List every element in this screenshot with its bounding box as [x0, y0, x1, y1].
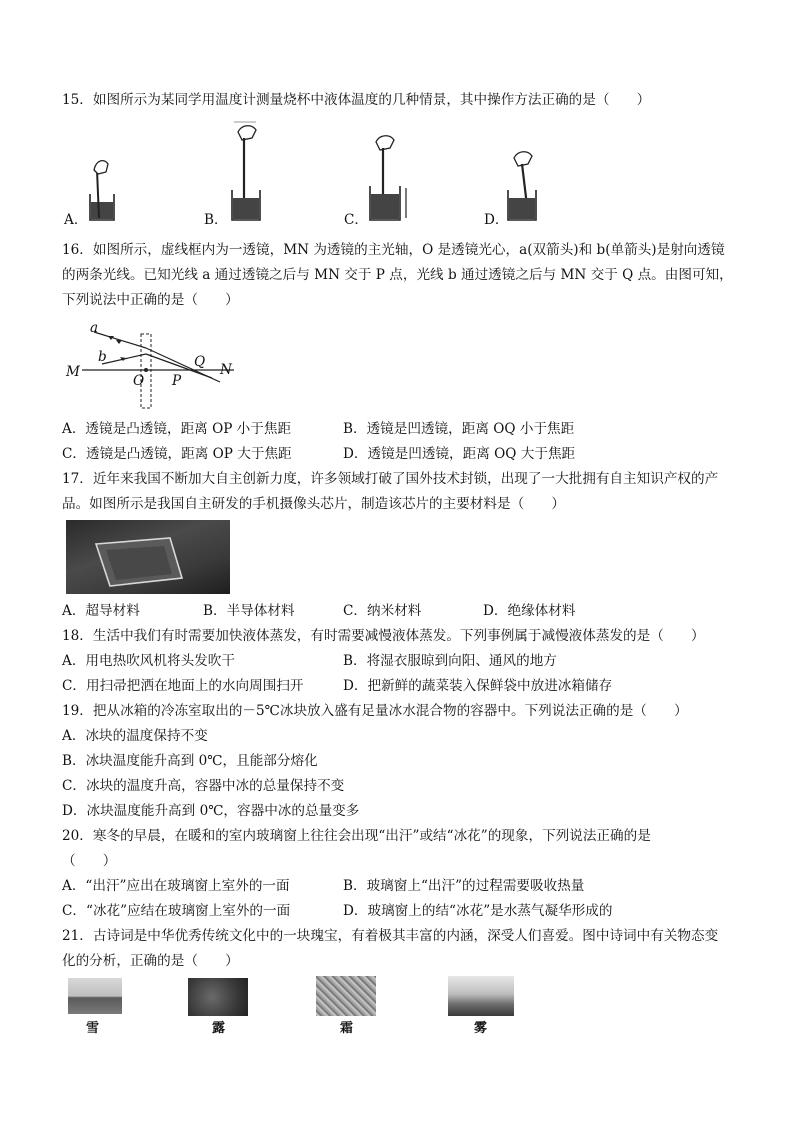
q17-option-c: C．纳米材料: [343, 603, 422, 619]
q16-option-a: A．透镜是凸透镜，距离 OP 小于焦距: [62, 421, 292, 437]
q18-stem: 18．生活中我们有时需要加快液体蒸发，有时需要减慢液体蒸发。下列事例属于减慢液体蒸发的是（ ）: [62, 628, 705, 644]
q17-option-b: B．半导体材料: [203, 603, 295, 619]
q15-figure-d: [504, 148, 540, 224]
frost-photo: [316, 976, 376, 1016]
q15-figure-c: [366, 130, 412, 222]
q15-figure-b: [226, 120, 266, 222]
q17-option-d: D．绝缘体材料: [483, 603, 576, 619]
q18-option-b: B．将湿衣服晾到向阳、通风的地方: [343, 653, 557, 669]
q17-stem-line2: 品。如图所示是我国自主研发的手机摄像头芯片，制造该芯片的主要材料是（ ）: [62, 496, 565, 512]
q20-stem-line2: （ ）: [62, 853, 117, 869]
label-n: N: [220, 362, 232, 378]
q15-option-d: D．: [484, 212, 509, 228]
q18-option-a: A．用电热吹风机将头发吹干: [62, 653, 235, 669]
dew-photo: [188, 978, 248, 1016]
q15-figure-a: [84, 150, 118, 222]
label-p: P: [172, 373, 182, 389]
q16-option-b: B．透镜是凹透镜，距离 OQ 小于焦距: [343, 421, 575, 437]
q18-option-c: C．用扫帚把洒在地面上的水向周围扫开: [62, 678, 304, 694]
q17-stem-line1: 17．近年来我国不断加大自主创新力度，许多领域打破了国外技术封锁，出现了一大批拥有自主知识产权的产: [62, 471, 719, 487]
snow-photo: [68, 978, 122, 1014]
q19-option-b: B．冰块温度能升高到 0℃，且能部分熔化: [62, 753, 318, 769]
q19-stem: 19．把从冰箱的冷冻室取出的－5℃冰块放入盛有足量冰水混合物的容器中。下列说法正确的是（ ）: [62, 703, 688, 719]
label-o: O: [133, 373, 145, 389]
q15-option-c: C．: [344, 212, 368, 228]
caption-fog: 雾: [474, 1021, 488, 1036]
q16-stem-line3: 下列说法中正确的是（ ）: [62, 292, 239, 308]
fog-photo: [448, 976, 514, 1016]
q19-option-a: A．冰块的温度保持不变: [62, 728, 208, 744]
label-q: Q: [194, 354, 206, 370]
q17-option-a: A．超导材料: [62, 603, 140, 619]
q21-stem-line1: 21．古诗词是中华优秀传统文化中的一块瑰宝，有着极其丰富的内涵，深受人们喜爱。图中诗词中有关物态变: [62, 928, 719, 944]
q15-stem: 15．如图所示为某同学用温度计测量烧杯中液体温度的几种情景，其中操作方法正确的是（ ）: [62, 92, 651, 108]
q16-stem-line1: 16．如图所示，虚线框内为一透镜，MN 为透镜的主光轴，O 是透镜光心，a(双箭头)和 b(单箭头)是射向透镜: [62, 242, 725, 258]
label-m: M: [66, 364, 80, 380]
q20-option-a: A．“出汗”应出在玻璃窗上室外的一面: [62, 878, 290, 894]
caption-dew: 露: [212, 1021, 226, 1036]
caption-snow: 雪: [86, 1021, 100, 1036]
q20-stem-line1: 20．寒冬的早晨，在暖和的室内玻璃窗上往往会出现“出汗”或结“冰花”的现象，下列说法正确的是: [62, 828, 651, 844]
caption-frost: 霜: [340, 1021, 354, 1036]
q18-option-d: D．把新鲜的蔬菜装入保鲜袋中放进冰箱储存: [343, 678, 613, 694]
q19-option-c: C．冰块的温度升高，容器中冰的总量保持不变: [62, 778, 345, 794]
q20-option-b: B．玻璃窗上“出汗”的过程需要吸收热量: [343, 878, 585, 894]
q15-option-b: B．: [204, 212, 228, 228]
q15-option-a: A．: [64, 212, 88, 228]
q19-option-d: D．冰块温度能升高到 0℃，容器中冰的总量变多: [62, 803, 360, 819]
q16-option-d: D．透镜是凹透镜，距离 OQ 大于焦距: [343, 446, 576, 462]
q16-option-c: C．透镜是凸透镜，距离 OP 大于焦距: [62, 446, 292, 462]
label-b: b: [98, 349, 107, 365]
q20-option-c: C．“冰花”应结在玻璃窗上室外的一面: [62, 903, 291, 919]
lens-ray-diagram: [62, 320, 242, 410]
q20-option-d: D．玻璃窗上的结“冰花”是水蒸气凝华形成的: [343, 903, 613, 919]
q21-stem-line2: 化的分析，正确的是（ ）: [62, 953, 239, 969]
q16-stem-line2: 的两条光线。已知光线 a 通过透镜之后与 MN 交于 P 点，光线 b 通过透镜之后与 MN 交于 Q 点。由图可知，: [62, 267, 733, 283]
label-a: a: [90, 320, 99, 336]
camera-chip-photo: [66, 520, 230, 594]
